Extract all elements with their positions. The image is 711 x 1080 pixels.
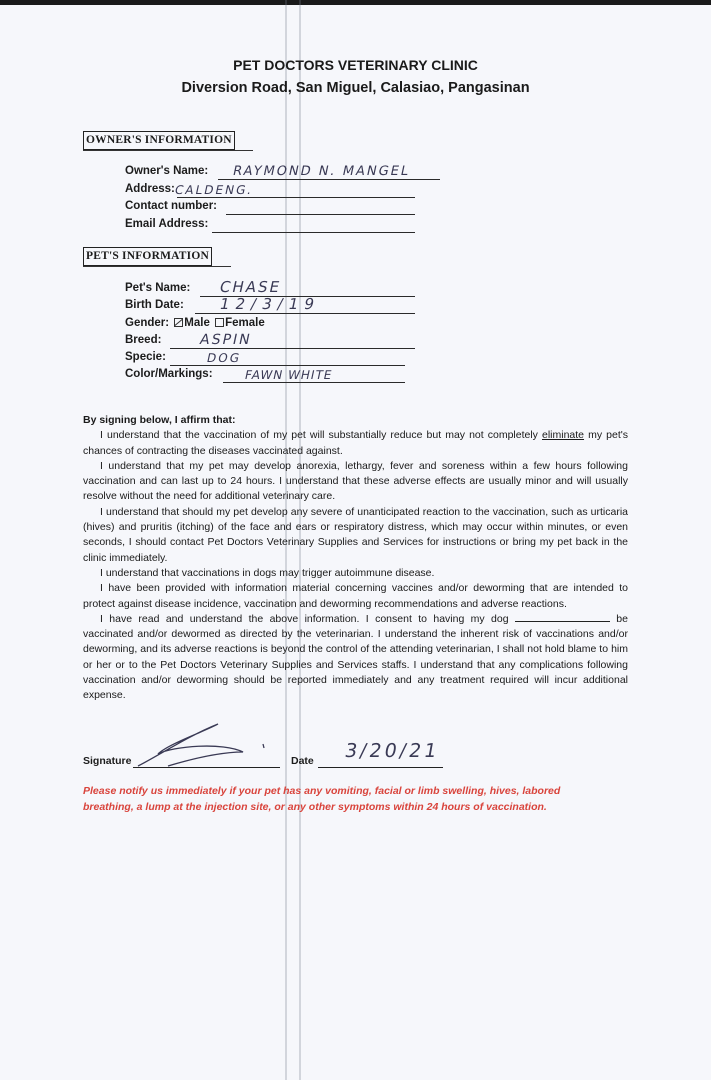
vaccination-notice: Please notify us immediately if your pet has any vomiting, facial or limb swelling, hives, labored breathing, a lump at the injection site, or any other symptoms within 24 hours of vaccination. — [83, 785, 561, 813]
pet-name-value: CHASE — [218, 278, 283, 296]
breed-line — [170, 348, 415, 349]
contact-number-label: Contact number: — [125, 200, 217, 212]
signature-label: Signature — [83, 755, 132, 767]
owner-section-heading: OWNER'S INFORMATION — [83, 131, 235, 150]
underlined-word: eliminate — [542, 429, 585, 442]
gender-male-label: Male — [184, 317, 210, 329]
date-label: Date — [291, 755, 314, 767]
section-rule — [83, 150, 253, 151]
birth-date-value: 12/3/19 — [218, 295, 322, 313]
color-markings-value: FAWN WHITE — [243, 368, 334, 382]
affirmation-paragraph: I understand that my pet may develop anorexia, lethargy, fever and soreness within a few hours following vaccination and can last up to 24 hours. I understand that these adverse effects are usually minor and will usually resolve without the need for additional veterinary care. — [83, 459, 628, 503]
signature-line[interactable] — [133, 767, 280, 768]
breed-label: Breed: — [125, 334, 162, 346]
breed-value: ASPIN — [198, 332, 254, 348]
affirmation-paragraph: I understand that should my pet develop any severe of unanticipated reaction to the vaccination, such as urticaria (hives) and pruritis (itching) of the face and ears or respiratory distress, which may occur within minutes, or even seconds, I should contact Pet Doctors Veterinary Supplies and Services for instructions or bring my pet back in the clinic immediately. — [83, 505, 628, 564]
owner-address-line — [177, 197, 415, 198]
clinic-address: Diversion Road, San Miguel, Calasiao, Pangasinan — [181, 80, 530, 96]
gender-male-checkbox[interactable] — [174, 318, 183, 327]
birth-date-label: Birth Date: — [125, 299, 184, 311]
affirmation-paragraph: I have read and understand the above information. I consent to having my dog be vaccinated and/or dewormed as directed by the veterinarian. I understand the inherent risk of vaccinations and/or deworming, and its adverse reactions is beyond the control of the attending veterinarian, I shall not hold blame to him or her or to the Pet Doctors Veterinary Supplies and Services staffs. I understand that any complications following vaccination and/or deworming should be reported immediately and any treatment required will incur additional expense. — [83, 612, 628, 702]
gender-female-checkbox[interactable] — [215, 318, 224, 327]
affirmation-lead: By signing below, I affirm that: — [83, 414, 236, 426]
section-rule — [83, 266, 231, 267]
clinic-name: PET DOCTORS VETERINARY CLINIC — [233, 57, 478, 73]
affirmation-paragraph: I have been provided with information material concerning vaccines and/or deworming that are intended to protect against disease incidence, vaccination and deworming recommendations and adverse reactions. — [83, 582, 628, 610]
breed-field[interactable] — [125, 334, 425, 350]
specie-value: DOG — [205, 351, 243, 365]
specie-field[interactable] — [125, 351, 425, 367]
owner-name-value: RAYMOND N. MANGEL — [231, 164, 412, 179]
pet-name-label: Pet's Name: — [125, 282, 191, 294]
color-markings-field[interactable] — [125, 368, 425, 384]
owner-name-field[interactable] — [125, 165, 445, 181]
affirmation-paragraph: I understand that vaccinations in dogs may trigger autoimmune disease. — [100, 566, 435, 579]
gender-label: Gender: — [125, 317, 170, 329]
gender-female-label: Female — [225, 317, 265, 329]
owner-address-label: Address: — [125, 183, 175, 195]
owner-address-value: CALDENG. — [173, 183, 255, 197]
color-markings-label: Color/Markings: — [125, 368, 213, 380]
date-line[interactable] — [318, 767, 443, 768]
date-value: 3/20/21 — [343, 740, 442, 762]
specie-label: Specie: — [125, 351, 166, 363]
owner-name-label: Owner's Name: — [125, 165, 209, 177]
email-address-field[interactable] — [125, 218, 425, 234]
birth-date-field[interactable] — [125, 295, 425, 315]
pet-section-heading: PET'S INFORMATION — [83, 247, 212, 266]
email-address-line — [212, 232, 415, 233]
gender-field — [125, 317, 265, 329]
contact-number-field[interactable] — [125, 200, 425, 216]
birth-date-line — [195, 313, 415, 314]
dog-name-blank[interactable] — [515, 612, 610, 622]
email-address-label: Email Address: — [125, 218, 209, 230]
owner-address-field[interactable] — [125, 183, 425, 199]
owner-name-line — [218, 179, 440, 180]
color-markings-line — [223, 382, 405, 383]
affirmation-text — [83, 413, 628, 704]
specie-line — [170, 365, 405, 366]
affirmation-paragraph: I understand that the vaccination of my pet will substantially reduce but may not completely eliminate my pet's chances of contracting the diseases vaccinated against. — [83, 429, 628, 457]
contact-number-line — [226, 214, 415, 215]
